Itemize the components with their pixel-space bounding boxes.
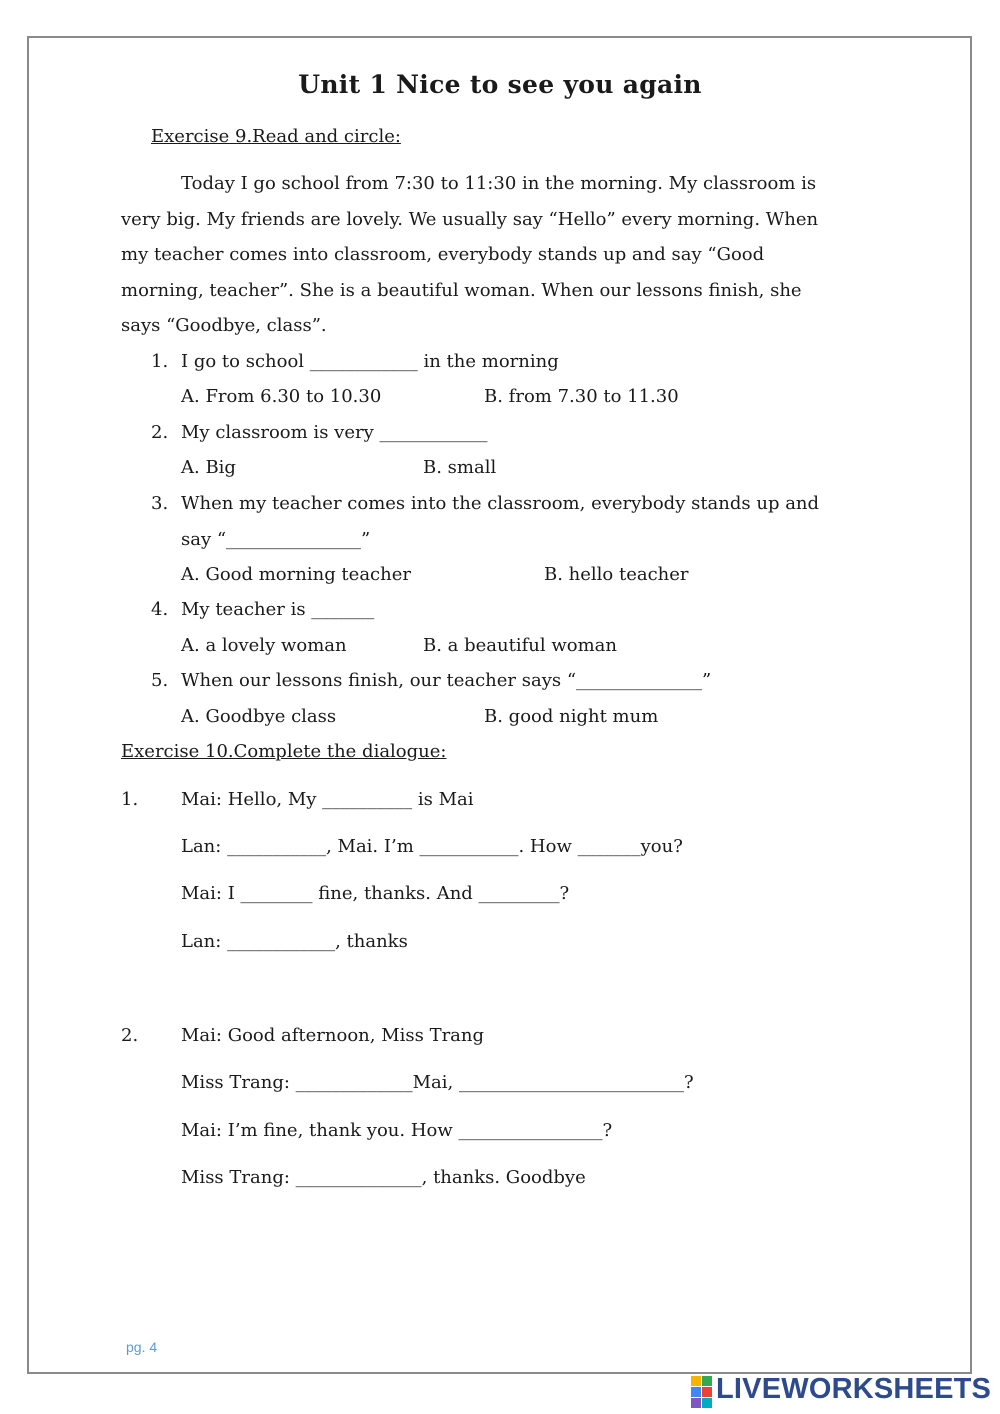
question-number: 3. [151, 493, 169, 514]
option-a[interactable]: A. From 6.30 to 10.30 [181, 386, 382, 407]
option-b[interactable]: B. from 7.30 to 11.30 [484, 386, 679, 407]
dialogue-line[interactable]: Miss Trang: ______________, thanks. Goodbye [181, 1167, 586, 1188]
exercise-9-heading: Exercise 9.Read and circle: [151, 126, 401, 147]
page-title: Unit 1 Nice to see you again [298, 70, 702, 99]
dialogue-line[interactable]: Mai: I’m fine, thank you. How ________________? [181, 1120, 613, 1141]
passage-line: says “Goodbye, class”. [121, 315, 327, 336]
question-text-continued: say “_______________” [181, 529, 371, 550]
option-a[interactable]: A. Goodbye class [181, 706, 337, 727]
liveworksheets-brand: LIVEWORKSHEETS [716, 1373, 992, 1405]
question-text: I go to school ____________ in the morning [181, 351, 559, 372]
dialogue-line[interactable]: Miss Trang: _____________Mai, _________________________? [181, 1072, 694, 1093]
passage-line: morning, teacher”. She is a beautiful woman. When our lessons finish, she [121, 280, 802, 301]
dialogue-number: 1. [121, 789, 139, 810]
page-number: pg. 4 [126, 1339, 158, 1355]
option-a[interactable]: A. Good morning teacher [181, 564, 411, 585]
option-b[interactable]: B. good night mum [484, 706, 659, 727]
dialogue-number: 2. [121, 1025, 139, 1046]
option-b[interactable]: B. a beautiful woman [423, 635, 617, 656]
question-text: When my teacher comes into the classroom, everybody stands up and [181, 493, 820, 514]
liveworksheets-logo-icon [691, 1376, 713, 1408]
option-a[interactable]: A. a lovely woman [181, 635, 347, 656]
dialogue-line[interactable]: Mai: I ________ fine, thanks. And _________? [181, 883, 570, 904]
option-a[interactable]: A. Big [181, 457, 236, 478]
passage-line: very big. My friends are lovely. We usually say “Hello” every morning. When [121, 209, 819, 230]
question-number: 5. [151, 670, 169, 691]
passage-line: my teacher comes into classroom, everybody stands up and say “Good [121, 244, 765, 265]
question-text: My teacher is _______ [181, 599, 375, 620]
question-number: 4. [151, 599, 169, 620]
question-number: 1. [151, 351, 169, 372]
question-text: My classroom is very ____________ [181, 422, 488, 443]
option-b[interactable]: B. hello teacher [544, 564, 689, 585]
dialogue-line[interactable]: Mai: Hello, My __________ is Mai [181, 789, 474, 810]
question-number: 2. [151, 422, 169, 443]
exercise-10-heading: Exercise 10.Complete the dialogue: [121, 741, 447, 762]
dialogue-line[interactable]: Lan: ____________, thanks [181, 931, 408, 952]
question-text: When our lessons finish, our teacher says “______________” [181, 670, 712, 691]
option-b[interactable]: B. small [423, 457, 497, 478]
dialogue-line[interactable]: Lan: ___________, Mai. I’m ___________. How _______you? [181, 836, 683, 857]
passage-line: Today I go school from 7:30 to 11:30 in the morning. My classroom is [181, 173, 817, 194]
dialogue-line: Mai: Good afternoon, Miss Trang [181, 1025, 485, 1046]
